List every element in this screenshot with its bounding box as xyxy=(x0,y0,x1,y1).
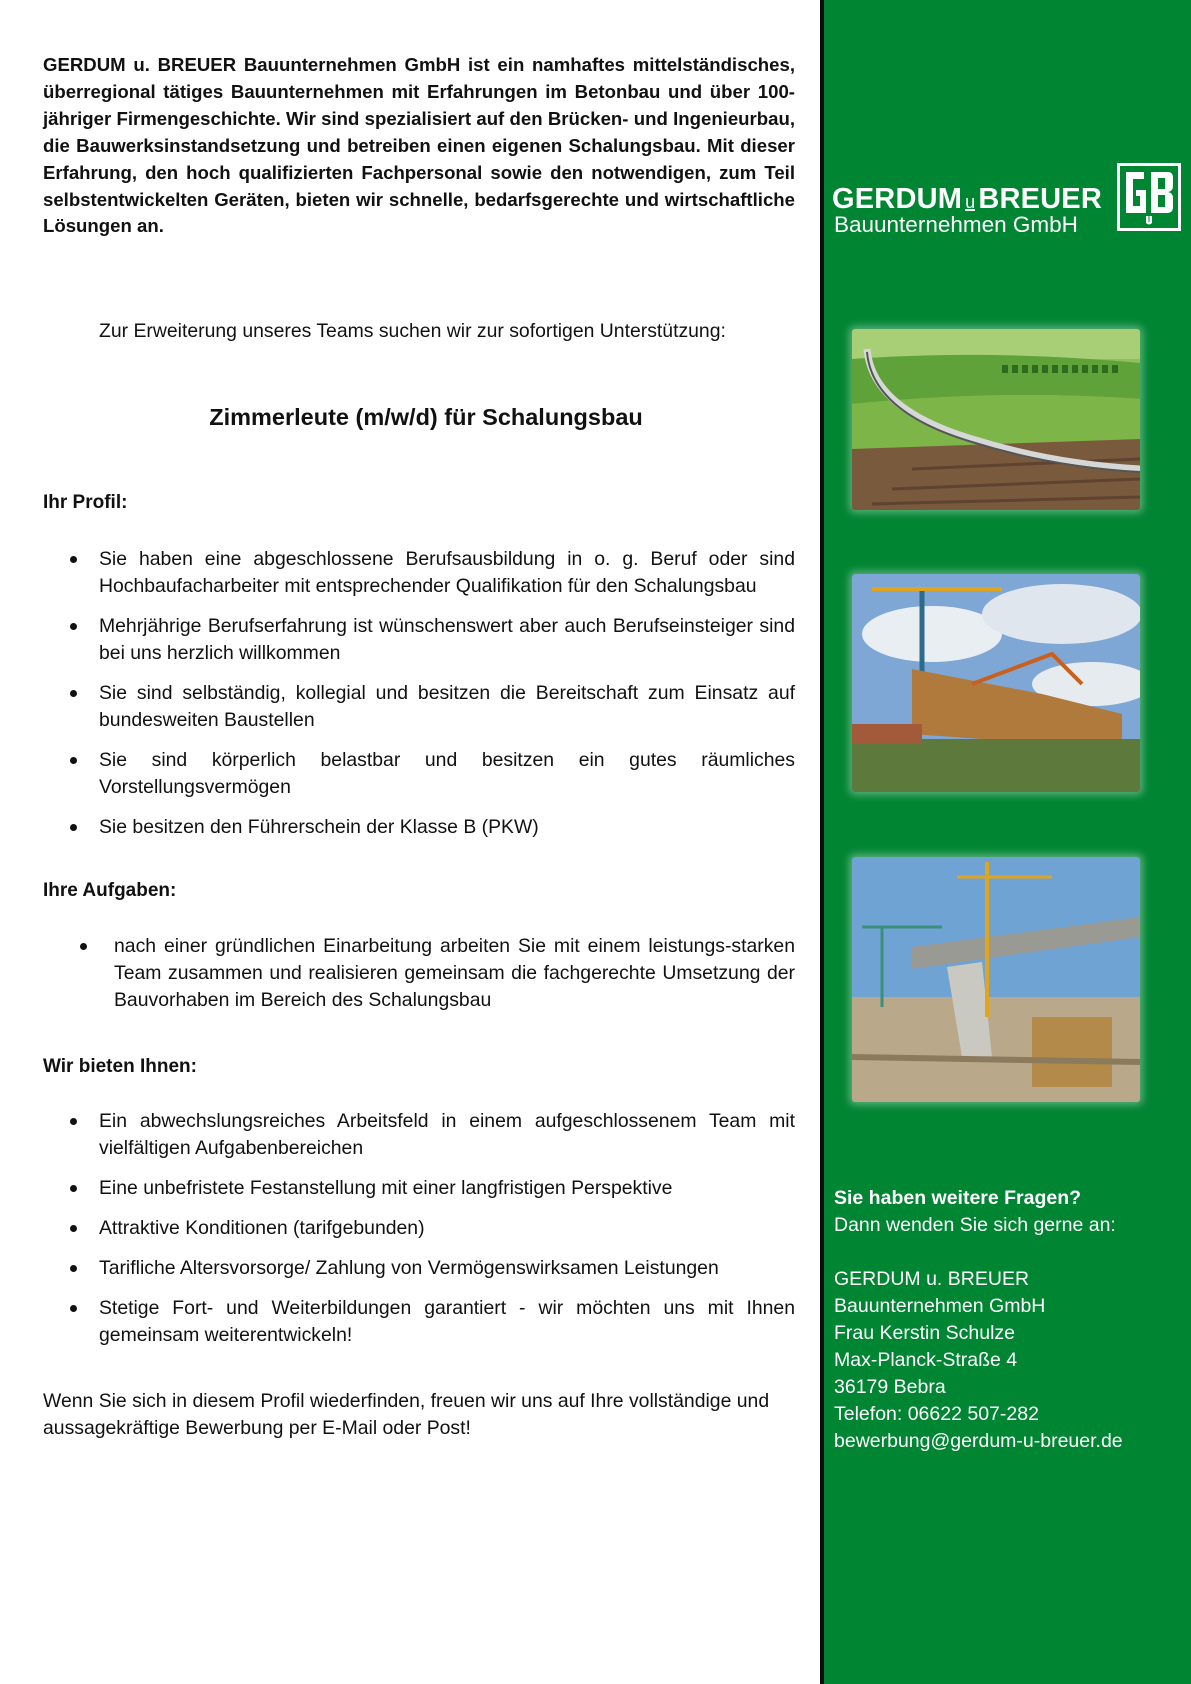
lead-text: Zur Erweiterung unseres Teams suchen wir zur sofortigen Unterstützung: xyxy=(99,320,726,342)
list-item: Sie sind selbständig, kollegial und besitzen die Bereitschaft zum Einsatz auf bundesweiten Baustellen xyxy=(43,680,795,734)
list-item: Mehrjährige Berufserfahrung ist wünschenswert aber auch Berufseinsteiger sind bei uns herzlich willkommen xyxy=(43,613,795,667)
contact-person: Frau Kerstin Schulze xyxy=(834,1322,1015,1344)
list-item: Ein abwechslungsreiches Arbeitsfeld in einem aufgeschlossenem Team mit vielfältigen Aufgabenbereichen xyxy=(43,1108,795,1162)
list-item: Sie sind körperlich belastbar und besitzen ein gutes räumliches Vorstellungsvermögen xyxy=(43,747,795,801)
list-item: Sie besitzen den Führerschein der Klasse B (PKW) xyxy=(43,814,795,841)
main-content xyxy=(43,0,795,1684)
bridge-aerial-photo xyxy=(852,329,1140,510)
contact-city: 36179 Bebra xyxy=(834,1376,946,1398)
list-item: nach einer gründlichen Einarbeitung arbeiten Sie mit einem leistungs-starken Team zusammen und realisieren gemeinsam die fachgerechte Umsetzung der Bauvorhaben im Bereich des Schalungsbau xyxy=(43,933,795,1014)
crane-construction-photo xyxy=(852,574,1140,792)
contact-email[interactable]: bewerbung@gerdum-u-breuer.de xyxy=(834,1430,1123,1452)
offer-list xyxy=(43,1108,795,1362)
contact-block xyxy=(834,1185,1123,1455)
gb-monogram-icon xyxy=(1117,163,1181,231)
list-item: Attraktive Konditionen (tarifgebunden) xyxy=(43,1215,795,1242)
profile-heading: Ihr Profil: xyxy=(43,492,128,513)
offer-heading: Wir bieten Ihnen: xyxy=(43,1056,197,1077)
tasks-list xyxy=(43,933,795,1027)
logo-wordmark: GERDUM u BREUER xyxy=(832,183,1102,215)
job-title: Zimmerleute (m/w/d) für Schalungsbau xyxy=(209,404,643,430)
green-sidebar xyxy=(820,0,1191,1684)
company-intro: GERDUM u. BREUER Bauunternehmen GmbH ist ein namhaftes mittelständisches, überregional tätiges Bauunternehmen mit Erfahrungen im Betonbau und über 100-jähriger Firmengeschichte. Wir sind spezialisiert auf den Brücken- und Ingenieurbau, die Bauwerksinstandsetzung und betreiben einen eigenen Schalungsbau. Mit dieser Erfahrung, den hoch qualifizierten Fachpersonal sowie den notwendigen, zum Teil selbstentwickelten Geräten, bieten wir schnelle, bedarfsgerechte und wirtschaftliche Lösungen an. xyxy=(43,54,795,237)
contact-street: Max-Planck-Straße 4 xyxy=(834,1349,1018,1371)
company-logo xyxy=(832,163,1188,238)
list-item: Stetige Fort- und Weiterbildungen garantiert - wir möchten uns mit Ihnen gemeinsam weiterentwickeln! xyxy=(43,1295,795,1349)
tasks-heading: Ihre Aufgaben: xyxy=(43,880,177,901)
contact-invite: Dann wenden Sie sich gerne an: xyxy=(834,1214,1116,1236)
closing-text: Wenn Sie sich in diesem Profil wiederfinden, freuen wir uns auf Ihre vollständige und aussagekräftige Bewerbung per E-Mail oder Post! xyxy=(43,1390,770,1439)
profile-list xyxy=(43,546,795,854)
list-item: Sie haben eine abgeschlossene Berufsausbildung in o. g. Beruf oder sind Hochbaufacharbeiter mit entsprechender Qualifikation für den Schalungsbau xyxy=(43,546,795,600)
contact-company-line1: GERDUM u. BREUER xyxy=(834,1268,1030,1290)
list-item: Eine unbefristete Festanstellung mit einer langfristigen Perspektive xyxy=(43,1175,795,1202)
logo-subtitle: Bauunternehmen GmbH xyxy=(834,212,1078,237)
contact-company-line2: Bauunternehmen GmbH xyxy=(834,1295,1046,1317)
contact-phone: Telefon: 06622 507-282 xyxy=(834,1403,1039,1425)
list-item: Tarifliche Altersvorsorge/ Zahlung von Vermögenswirksamen Leistungen xyxy=(43,1255,795,1282)
bridge-pillar-photo xyxy=(852,857,1140,1102)
contact-question: Sie haben weitere Fragen? xyxy=(834,1187,1082,1209)
